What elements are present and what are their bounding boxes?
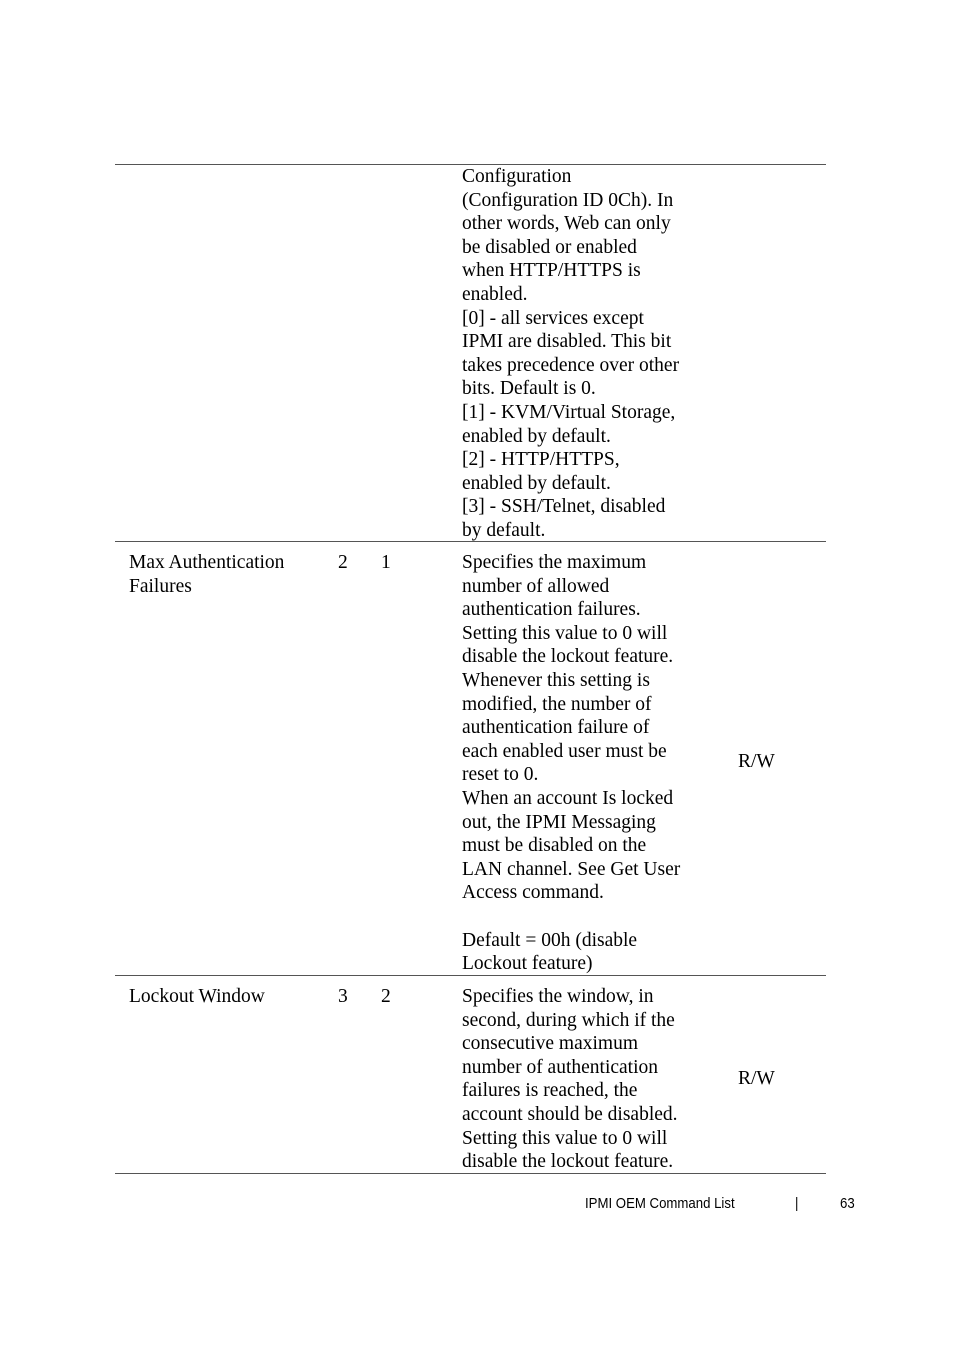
description-line: takes precedence over other [462, 354, 680, 376]
description-line: disable the lockout feature. [462, 646, 674, 668]
description-line: Whenever this setting is [462, 669, 650, 691]
description-line: enabled. [462, 283, 528, 305]
description-line: must be disabled on the [462, 835, 647, 857]
row-name [129, 551, 284, 598]
description-line: when HTTP/HTTPS is [462, 260, 641, 282]
description-line: bits. Default is 0. [462, 378, 596, 400]
description-line: authentication failure of [462, 717, 650, 739]
row-description [462, 551, 680, 976]
row-description [462, 985, 678, 1174]
description-line: LAN channel. See Get User [462, 858, 681, 880]
row-col2-value: 3 [338, 986, 348, 1007]
description-line: [2] - HTTP/HTTPS, [462, 449, 620, 471]
description-line: [1] - KVM/Virtual Storage, [462, 401, 676, 423]
page-number: 63 [840, 1195, 855, 1212]
description-line: account should be disabled. [462, 1103, 678, 1125]
description-line: each enabled user must be [462, 740, 667, 762]
description-line: When an account Is locked [462, 787, 674, 809]
description-line: Setting this value to 0 will [462, 1127, 668, 1149]
description-line: failures is reached, the [462, 1080, 638, 1102]
description-line: [0] - all services except [462, 307, 644, 329]
footer-separator: | [795, 1195, 799, 1212]
description-line: number of allowed [462, 575, 610, 597]
description-line: second, during which if the [462, 1009, 675, 1031]
footer-title: IPMI OEM Command List [585, 1195, 735, 1212]
row-access-mode: R/W [738, 751, 775, 772]
description-line [462, 905, 680, 929]
description-line: Specifies the maximum [462, 552, 647, 573]
description-line: enabled by default. [462, 472, 611, 494]
description-line: Setting this value to 0 will [462, 622, 668, 644]
row-name-line: Max Authentication [129, 552, 285, 573]
row-col3-value: 2 [381, 986, 391, 1007]
description-line: by default. [462, 519, 546, 541]
description-line: disable the lockout feature. [462, 1151, 674, 1173]
description-line: modified, the number of [462, 693, 652, 715]
row-name-line: Lockout Window [129, 986, 265, 1007]
row-name-line: Failures [129, 575, 192, 597]
row-description [462, 165, 679, 543]
description-line: other words, Web can only [462, 213, 671, 235]
description-line: Specifies the window, in [462, 986, 654, 1007]
row-access-mode: R/W [738, 1068, 775, 1089]
description-line: IPMI are disabled. This bit [462, 331, 672, 353]
description-line: number of authentication [462, 1056, 659, 1078]
description-line: consecutive maximum [462, 1033, 638, 1055]
description-line: be disabled or enabled [462, 236, 637, 258]
description-line: authentication failures. [462, 599, 641, 621]
description-line: Access command. [462, 882, 604, 904]
description-line: Configuration [462, 166, 572, 187]
description-line: enabled by default. [462, 425, 611, 447]
description-line: out, the IPMI Messaging [462, 811, 656, 833]
row-col2-value: 2 [338, 552, 348, 573]
row-name [129, 985, 265, 1009]
description-line: [3] - SSH/Telnet, disabled [462, 496, 666, 518]
description-line: Default = 00h (disable [462, 929, 638, 951]
description-line: (Configuration ID 0Ch). In [462, 189, 674, 211]
row-col3-value: 1 [381, 552, 391, 573]
description-line: Lockout feature) [462, 953, 593, 975]
description-line: reset to 0. [462, 764, 539, 786]
